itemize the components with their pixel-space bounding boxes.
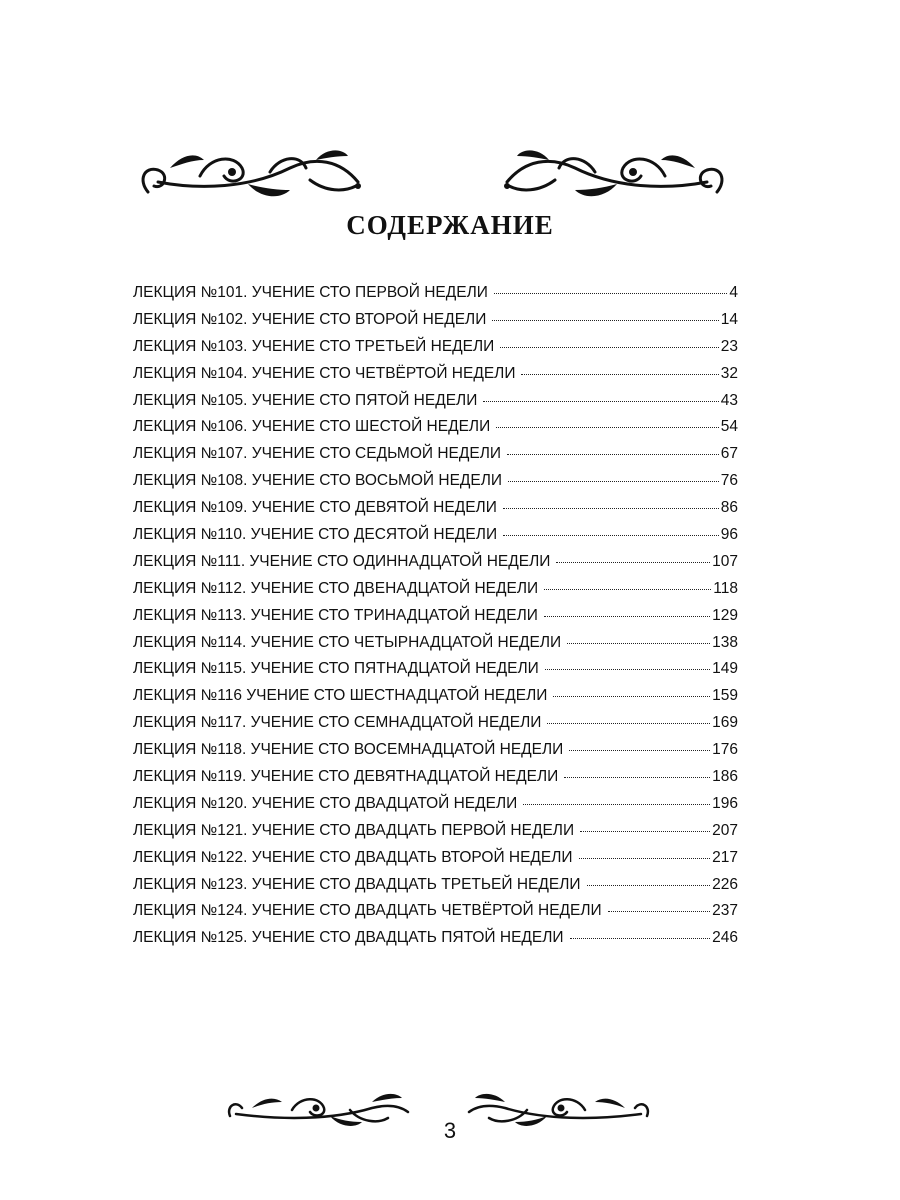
toc-entry-page: 4 [729, 284, 738, 301]
toc-entry-page: 226 [712, 875, 738, 893]
toc-entry [133, 472, 738, 499]
toc-entry-title: ЛЕКЦИЯ №123. УЧЕНИЕ СТО ДВАДЦАТЬ ТРЕТЬЕЙ НЕДЕЛИ [133, 875, 581, 893]
toc-entry-title: ЛЕКЦИЯ №107. УЧЕНИЕ СТО СЕДЬМОЙ НЕДЕЛИ [133, 445, 502, 463]
dot-leader [545, 669, 710, 670]
toc-entry [133, 553, 738, 580]
toc-entry [133, 338, 738, 365]
toc-entry-page: 138 [712, 633, 738, 651]
toc-entry-title: ЛЕКЦИЯ №106. УЧЕНИЕ СТО ШЕСТОЙ НЕДЕЛИ [133, 418, 491, 436]
toc-entry-page: 54 [720, 418, 738, 436]
dot-leader [556, 562, 710, 563]
toc-entry [133, 714, 738, 741]
toc-entry-title: ЛЕКЦИЯ №113. УЧЕНИЕ СТО ТРИНАДЦАТОЙ НЕДЕЛИ [133, 606, 538, 624]
toc-entry [133, 499, 738, 526]
toc-entry [133, 929, 738, 956]
dot-leader [587, 885, 711, 886]
toc-entry-title: ЛЕКЦИЯ №105. УЧЕНИЕ СТО ПЯТОЙ НЕДЕЛИ [133, 391, 478, 409]
toc-entry [133, 526, 738, 553]
dot-leader [580, 831, 710, 832]
toc-entry-title: ЛЕКЦИЯ №104. УЧЕНИЕ СТО ЧЕТВЁРТОЙ НЕДЕЛИ [133, 364, 516, 382]
toc-entry-page: 118 [713, 579, 738, 597]
dot-leader [521, 374, 718, 375]
toc-entry-title: ЛЕКЦИЯ №124. УЧЕНИЕ СТО ДВАДЦАТЬ ЧЕТВЁРТОЙ НЕДЕЛИ [133, 902, 602, 920]
toc-entry-title: ЛЕКЦИЯ №114. УЧЕНИЕ СТО ЧЕТЫРНАДЦАТОЙ НЕДЕЛИ [133, 633, 562, 651]
toc-entry-page: 23 [720, 337, 738, 355]
toc-entry-title: ЛЕКЦИЯ №102. УЧЕНИЕ СТО ВТОРОЙ НЕДЕЛИ [133, 310, 487, 328]
toc-entry-title: ЛЕКЦИЯ №117. УЧЕНИЕ СТО СЕМНАДЦАТОЙ НЕДЕЛИ [133, 714, 542, 732]
toc-entry-page: 149 [712, 660, 738, 678]
toc-entry-title: ЛЕКЦИЯ №111. УЧЕНИЕ СТО ОДИННАДЦАТОЙ НЕДЕЛИ [133, 552, 551, 570]
toc-entry-title: ЛЕКЦИЯ №109. УЧЕНИЕ СТО ДЕВЯТОЙ НЕДЕЛИ [133, 499, 497, 517]
toc-entry [133, 768, 738, 795]
toc-entry [133, 902, 738, 929]
toc-entry-page: 76 [720, 472, 738, 490]
toc-entry-title: ЛЕКЦИЯ №110. УЧЕНИЕ СТО ДЕСЯТОЙ НЕДЕЛИ [133, 526, 498, 544]
toc-entry-page: 14 [720, 310, 738, 328]
dot-leader [564, 777, 710, 778]
toc-entry [133, 849, 738, 876]
toc-entry-page: 186 [712, 768, 738, 786]
dot-leader [547, 723, 710, 724]
toc-entry [133, 634, 738, 661]
toc-entry [133, 580, 738, 607]
toc-entry [133, 741, 738, 768]
dot-leader [503, 535, 719, 536]
toc-entry-page: 107 [712, 552, 738, 570]
toc-entry [133, 445, 738, 472]
dot-leader [569, 750, 710, 751]
toc-entry-title: ЛЕКЦИЯ №125. УЧЕНИЕ СТО ДВАДЦАТЬ ПЯТОЙ НЕДЕЛИ [133, 929, 564, 947]
dot-leader [508, 481, 719, 482]
toc-entry-page: 86 [720, 499, 738, 517]
dot-leader [494, 293, 727, 294]
toc-entry [133, 687, 738, 714]
toc-entry [133, 607, 738, 634]
toc-entry [133, 392, 738, 419]
toc-entry-title: ЛЕКЦИЯ №115. УЧЕНИЕ СТО ПЯТНАДЦАТОЙ НЕДЕЛИ [133, 660, 539, 678]
dot-leader [496, 427, 719, 428]
toc-entry [133, 418, 738, 445]
toc-entry-page: 237 [712, 902, 738, 920]
toc-entry [133, 284, 738, 311]
toc-entry-page: 43 [720, 391, 738, 409]
toc-entry-title: ЛЕКЦИЯ №119. УЧЕНИЕ СТО ДЕВЯТНАДЦАТОЙ НЕДЕЛИ [133, 768, 559, 786]
toc-entry-title: ЛЕКЦИЯ №101. УЧЕНИЕ СТО ПЕРВОЙ НЕДЕЛИ [133, 284, 488, 301]
toc-entry [133, 876, 738, 903]
toc-entry [133, 365, 738, 392]
toc-entry [133, 660, 738, 687]
toc-entry-page: 96 [720, 526, 738, 544]
toc-entry-title: ЛЕКЦИЯ №116 УЧЕНИЕ СТО ШЕСТНАДЦАТОЙ НЕДЕЛИ [133, 687, 548, 705]
dot-leader [570, 938, 711, 939]
table-of-contents [133, 284, 738, 956]
toc-entry-page: 217 [712, 848, 738, 866]
dot-leader [608, 911, 710, 912]
toc-entry-page: 67 [720, 445, 738, 463]
toc-entry [133, 311, 738, 338]
dot-leader [544, 589, 711, 590]
toc-entry-page: 246 [712, 929, 738, 947]
flourish-ornament-icon [465, 1086, 655, 1136]
dot-leader [544, 616, 710, 617]
toc-entry-title: ЛЕКЦИЯ №103. УЧЕНИЕ СТО ТРЕТЬЕЙ НЕДЕЛИ [133, 337, 495, 355]
toc-entry-page: 159 [712, 687, 738, 705]
dot-leader [483, 401, 718, 402]
toc-entry-page: 196 [712, 794, 738, 812]
toc-entry-title: ЛЕКЦИЯ №121. УЧЕНИЕ СТО ДВАДЦАТЬ ПЕРВОЙ НЕДЕЛИ [133, 821, 575, 839]
toc-entry [133, 795, 738, 822]
toc-entry-page: 176 [712, 741, 738, 759]
dot-leader [503, 508, 719, 509]
dot-leader [567, 643, 710, 644]
toc-entry-title: ЛЕКЦИЯ №108. УЧЕНИЕ СТО ВОСЬМОЙ НЕДЕЛИ [133, 472, 503, 490]
toc-entry-title: ЛЕКЦИЯ №112. УЧЕНИЕ СТО ДВЕНАДЦАТОЙ НЕДЕЛИ [133, 579, 539, 597]
toc-entry-page: 169 [712, 714, 738, 732]
dot-leader [553, 696, 710, 697]
dot-leader [500, 347, 718, 348]
toc-entry-title: ЛЕКЦИЯ №122. УЧЕНИЕ СТО ДВАДЦАТЬ ВТОРОЙ НЕДЕЛИ [133, 848, 573, 866]
toc-entry-page: 129 [712, 606, 738, 624]
page-title: СОДЕРЖАНИЕ [346, 210, 554, 240]
dot-leader [507, 454, 719, 455]
flourish-ornament-icon [130, 142, 370, 210]
dot-leader [523, 804, 710, 805]
dot-leader [579, 858, 711, 859]
toc-entry-title: ЛЕКЦИЯ №120. УЧЕНИЕ СТО ДВАДЦАТОЙ НЕДЕЛИ [133, 794, 518, 812]
toc-entry-page: 207 [712, 821, 738, 839]
page-number: 3 [443, 1118, 457, 1143]
toc-entry [133, 822, 738, 849]
toc-entry-title: ЛЕКЦИЯ №118. УЧЕНИЕ СТО ВОСЕМНАДЦАТОЙ НЕДЕЛИ [133, 741, 564, 759]
toc-entry-page: 32 [720, 364, 738, 382]
flourish-ornament-icon [495, 142, 735, 210]
dot-leader [492, 320, 718, 321]
